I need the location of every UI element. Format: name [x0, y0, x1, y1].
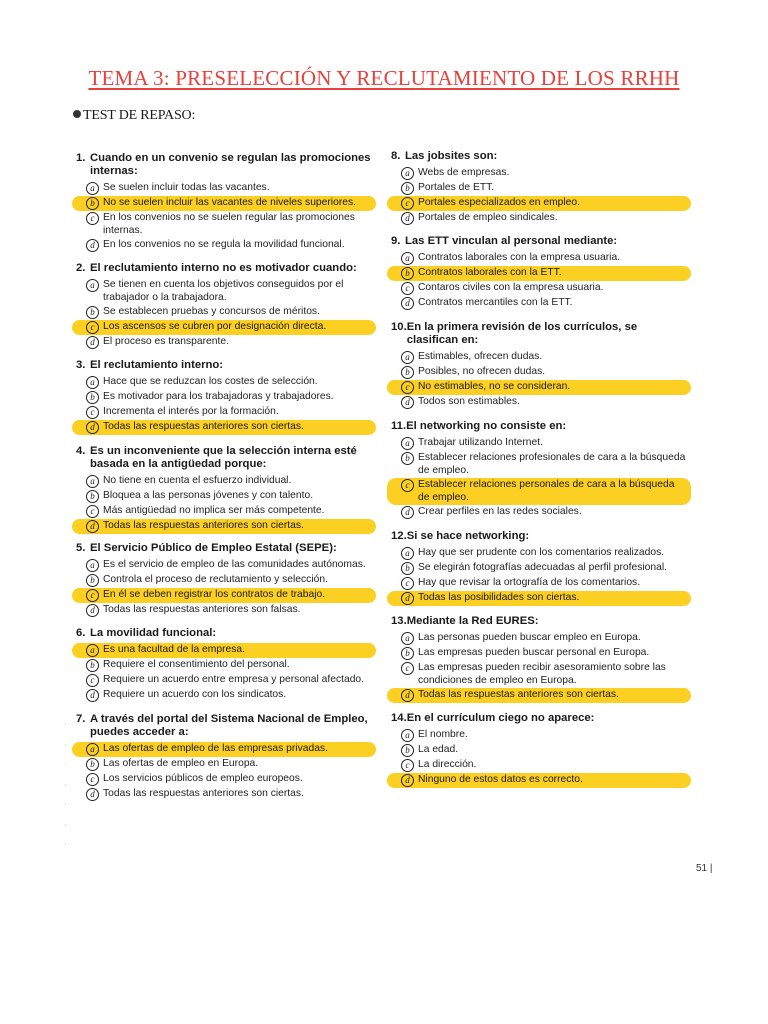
option-text: La dirección.	[418, 759, 477, 770]
option-letter-circle: c	[401, 282, 414, 295]
option-text: Requiere un acuerdo entre empresa y personal afectado.	[103, 674, 365, 685]
question-block	[76, 627, 376, 703]
option-letter-circle: a	[401, 252, 414, 265]
answer-option	[387, 251, 691, 266]
answer-option	[387, 181, 691, 196]
answer-option	[72, 673, 376, 688]
option-text: Todos son estimables.	[418, 396, 520, 407]
option-text: Se tienen en cuenta los objetivos conseguidos por el trabajador o la trabajadora.	[103, 279, 344, 303]
option-text: No estimables, no se consideran.	[418, 381, 571, 392]
answer-option	[387, 281, 691, 296]
question-number: 14.	[391, 712, 407, 724]
answer-option	[72, 658, 376, 673]
answer-option	[72, 405, 376, 420]
option-text: Trabajar utilizando Internet.	[418, 437, 543, 448]
option-letter-circle: a	[401, 729, 414, 742]
answer-option	[72, 489, 376, 504]
option-text: Contratos laborales con la ETT.	[418, 267, 562, 278]
option-letter-circle: b	[86, 758, 99, 771]
answer-option	[72, 787, 376, 802]
option-text: Hace que se reduzcan los costes de selección.	[103, 376, 318, 387]
option-text: Es motivador para los trabajadoras y trabajadores.	[103, 391, 334, 402]
option-text: Las personas pueden buscar empleo en Europa.	[418, 632, 641, 643]
answer-option	[72, 603, 376, 618]
option-letter-circle: a	[401, 167, 414, 180]
answer-option-highlighted	[72, 196, 376, 211]
question-text	[391, 235, 691, 248]
question-text	[391, 420, 691, 433]
answer-option	[72, 238, 376, 253]
option-letter-circle: c	[401, 381, 414, 394]
question-block	[76, 542, 376, 618]
option-letter-circle: d	[401, 774, 414, 787]
option-letter-circle: d	[86, 604, 99, 617]
option-letter-circle: c	[401, 577, 414, 590]
option-letter-circle: c	[86, 406, 99, 419]
question-label: En la primera revisión de los currículos, se clasifican en:	[406, 321, 638, 346]
option-letter-circle: b	[401, 562, 414, 575]
option-letter-circle: c	[401, 479, 414, 492]
answer-option-highlighted	[72, 420, 376, 435]
option-text: Se establecen pruebas y concursos de méritos.	[103, 306, 320, 317]
bullet-icon	[73, 110, 81, 118]
option-letter-circle: d	[86, 689, 99, 702]
question-text	[76, 542, 376, 555]
option-text: Todas las respuestas anteriores son ciertas.	[103, 520, 304, 531]
option-letter-circle: a	[401, 351, 414, 364]
question-text	[76, 445, 376, 471]
option-text: Posibles, no ofrecen dudas.	[418, 366, 546, 377]
answer-option-highlighted	[72, 588, 376, 603]
answer-option	[72, 772, 376, 787]
option-letter-circle: b	[401, 647, 414, 660]
document-title: TEMA 3: PRESELECCIÓN Y RECLUTAMIENTO DE LOS RRHH	[88, 66, 680, 90]
option-text: Portales de empleo sindicales.	[418, 212, 558, 223]
question-number: 4.	[76, 445, 86, 457]
answer-option	[72, 278, 376, 305]
option-text: Contaros civiles con la empresa usuaria.	[418, 282, 604, 293]
question-label: El reclutamiento interno:	[90, 359, 224, 371]
answer-options	[76, 278, 376, 350]
option-text: Hay que ser prudente con los comentarios realizados.	[418, 547, 665, 558]
option-text: Webs de empresas.	[418, 167, 510, 178]
question-number: 5.	[76, 542, 86, 554]
option-letter-circle: c	[86, 505, 99, 518]
option-text: Todas las respuestas anteriores son ciertas.	[418, 689, 619, 700]
question-block	[76, 152, 376, 253]
option-letter-circle: b	[401, 267, 414, 280]
answer-option	[387, 728, 691, 743]
question-block	[391, 530, 691, 606]
option-text: Requiere un acuerdo con los sindicatos.	[103, 689, 287, 700]
option-letter-circle: a	[401, 632, 414, 645]
option-text: En los convenios no se suelen regular las promociones internas.	[103, 212, 355, 236]
question-number: 7.	[76, 713, 86, 725]
option-text: No tiene en cuenta el esfuerzo individual.	[103, 475, 292, 486]
option-letter-circle: c	[86, 773, 99, 786]
option-letter-circle: b	[86, 306, 99, 319]
answer-option	[72, 757, 376, 772]
option-text: Portales especializados en empleo.	[418, 197, 580, 208]
answer-option-highlighted	[387, 478, 691, 505]
answer-option	[387, 451, 691, 478]
option-letter-circle: a	[86, 279, 99, 292]
option-letter-circle: d	[401, 297, 414, 310]
answer-option	[387, 646, 691, 661]
answer-option	[387, 350, 691, 365]
option-text: Todas las posibilidades son ciertas.	[418, 592, 580, 603]
option-letter-circle: b	[86, 391, 99, 404]
option-text: En él se deben registrar los contratos de trabajo.	[103, 589, 326, 600]
option-text: Todas las respuestas anteriores son falsas.	[103, 604, 301, 615]
answer-option-highlighted	[387, 266, 691, 281]
answer-options	[76, 643, 376, 703]
question-text	[76, 713, 376, 739]
option-text: Ninguno de estos datos es correcto.	[418, 774, 583, 785]
option-letter-circle: c	[86, 321, 99, 334]
answer-option	[72, 474, 376, 489]
question-number: 6.	[76, 627, 86, 639]
option-letter-circle: b	[401, 182, 414, 195]
option-text: Establecer relaciones profesionales de cara a la búsqueda de empleo.	[418, 452, 686, 476]
answer-options	[391, 436, 691, 520]
answer-option-highlighted	[387, 380, 691, 395]
answer-option-highlighted	[72, 320, 376, 335]
option-text: Contratos mercantiles con la ETT.	[418, 297, 573, 308]
answer-options	[76, 375, 376, 435]
option-text: Todas las respuestas anteriores son ciertas.	[103, 788, 304, 799]
answer-option	[72, 375, 376, 390]
option-letter-circle: b	[401, 744, 414, 757]
answer-options	[391, 350, 691, 410]
answer-option-highlighted	[387, 688, 691, 703]
question-text	[76, 262, 376, 275]
answer-option	[387, 561, 691, 576]
question-label: Las jobsites son:	[405, 150, 498, 162]
option-letter-circle: d	[86, 421, 99, 434]
question-text	[76, 627, 376, 640]
option-letter-circle: a	[86, 182, 99, 195]
answer-option	[387, 296, 691, 311]
question-block	[391, 615, 691, 703]
question-block	[391, 321, 691, 410]
question-number: 10.	[391, 321, 407, 333]
answer-option	[387, 505, 691, 520]
option-letter-circle: d	[401, 396, 414, 409]
option-text: Contratos laborales con la empresa usuaria.	[418, 252, 621, 263]
question-text	[391, 321, 691, 347]
option-letter-circle: b	[401, 366, 414, 379]
option-letter-circle: c	[401, 197, 414, 210]
question-label: Mediante la Red EURES:	[406, 615, 539, 627]
left-question-column	[76, 152, 376, 802]
option-letter-circle: d	[86, 336, 99, 349]
option-letter-circle: c	[86, 589, 99, 602]
question-block	[76, 359, 376, 435]
scan-edge-marks: · · · · · · ·	[64, 720, 67, 849]
answer-options	[76, 474, 376, 534]
option-text: Establecer relaciones personales de cara a la búsqueda de empleo.	[418, 479, 675, 503]
option-letter-circle: a	[86, 559, 99, 572]
question-text	[76, 359, 376, 372]
answer-options	[76, 181, 376, 253]
answer-option-highlighted	[72, 742, 376, 757]
option-text: Incrementa el interés por la formación.	[103, 406, 279, 417]
answer-option	[387, 546, 691, 561]
option-letter-circle: b	[86, 197, 99, 210]
option-text: Más antigüedad no implica ser más competente.	[103, 505, 325, 516]
right-question-column	[391, 150, 691, 788]
option-text: Las empresas pueden recibir asesoramiento sobre las condiciones de empleo en Europa.	[418, 662, 666, 686]
option-text: Los servicios públicos de empleo europeos.	[103, 773, 303, 784]
option-letter-circle: d	[86, 239, 99, 252]
question-label: Cuando en un convenio se regulan las promociones internas:	[90, 152, 371, 177]
question-number: 2.	[76, 262, 86, 274]
answer-options	[391, 251, 691, 311]
option-letter-circle: b	[86, 490, 99, 503]
section-heading-label: TEST DE REPASO:	[83, 108, 196, 123]
option-letter-circle: c	[86, 674, 99, 687]
question-number: 12.	[391, 530, 407, 542]
option-text: Crear perfiles en las redes sociales.	[418, 506, 582, 517]
option-letter-circle: d	[401, 592, 414, 605]
question-label: El reclutamiento interno no es motivador cuando:	[90, 262, 357, 274]
option-letter-circle: a	[86, 644, 99, 657]
answer-option	[387, 576, 691, 591]
option-letter-circle: c	[401, 662, 414, 675]
question-block	[76, 713, 376, 802]
option-letter-circle: d	[86, 520, 99, 533]
option-text: Las ofertas de empleo en Europa.	[103, 758, 259, 769]
option-letter-circle: d	[401, 212, 414, 225]
answer-options	[76, 558, 376, 618]
answer-option	[72, 181, 376, 196]
answer-option-highlighted	[387, 591, 691, 606]
question-text	[391, 712, 691, 725]
option-text: Hay que revisar la ortografía de los comentarios.	[418, 577, 641, 588]
option-letter-circle: c	[86, 212, 99, 225]
answer-option	[387, 365, 691, 380]
option-letter-circle: d	[86, 788, 99, 801]
question-label: Es un inconveniente que la selección interna esté basada en la antigüedad porque:	[90, 445, 357, 470]
answer-option	[72, 211, 376, 238]
answer-option	[387, 758, 691, 773]
option-text: Bloquea a las personas jóvenes y con talento.	[103, 490, 314, 501]
answer-options	[391, 728, 691, 788]
question-label: El Servicio Público de Empleo Estatal (SEPE):	[90, 542, 337, 554]
option-text: Se suelen incluir todas las vacantes.	[103, 182, 270, 193]
question-number: 11.	[391, 420, 407, 432]
option-text: La edad.	[418, 744, 459, 755]
answer-option-highlighted	[72, 519, 376, 534]
section-heading	[73, 108, 195, 124]
answer-option-highlighted	[72, 643, 376, 658]
question-block	[391, 235, 691, 311]
question-block	[76, 445, 376, 534]
answer-option	[387, 743, 691, 758]
answer-option-highlighted	[387, 773, 691, 788]
option-letter-circle: a	[86, 743, 99, 756]
question-block	[391, 712, 691, 788]
option-letter-circle: a	[401, 437, 414, 450]
answer-option	[72, 390, 376, 405]
question-number: 1.	[76, 152, 86, 164]
answer-option	[387, 211, 691, 226]
option-text: Las empresas pueden buscar personal en Europa.	[418, 647, 650, 658]
question-label: Las ETT vinculan al personal mediante:	[405, 235, 618, 247]
option-text: Estimables, ofrecen dudas.	[418, 351, 543, 362]
option-text: Todas las respuestas anteriores son ciertas.	[103, 421, 304, 432]
question-text	[76, 152, 376, 178]
question-number: 8.	[391, 150, 401, 162]
question-block	[391, 420, 691, 520]
option-text: Es una facultad de la empresa.	[103, 644, 245, 655]
question-label: Si se hace networking:	[406, 530, 530, 542]
option-text: Portales de ETT.	[418, 182, 495, 193]
option-letter-circle: d	[401, 506, 414, 519]
option-letter-circle: a	[86, 475, 99, 488]
option-letter-circle: a	[401, 547, 414, 560]
answer-option	[72, 335, 376, 350]
option-text: Se elegirán fotografías adecuadas al perfil profesional.	[418, 562, 668, 573]
answer-option	[387, 631, 691, 646]
option-text: Las ofertas de empleo de las empresas privadas.	[103, 743, 328, 754]
question-text	[391, 530, 691, 543]
option-text: Los ascensos se cubren por designación directa.	[103, 321, 327, 332]
option-letter-circle: d	[401, 689, 414, 702]
question-label: En el currículum ciego no aparece:	[406, 712, 595, 724]
option-letter-circle: a	[86, 376, 99, 389]
question-block	[391, 150, 691, 226]
answer-option	[387, 661, 691, 688]
question-label: El networking no consiste en:	[406, 420, 567, 432]
answer-options	[391, 631, 691, 703]
question-label: A través del portal del Sistema Nacional de Empleo, puedes acceder a:	[90, 713, 368, 738]
question-block	[76, 262, 376, 350]
option-letter-circle: b	[86, 574, 99, 587]
option-text: Es el servicio de empleo de las comunidades autónomas.	[103, 559, 366, 570]
question-number: 9.	[391, 235, 401, 247]
option-text: Requiere el consentimiento del personal.	[103, 659, 290, 670]
question-number: 3.	[76, 359, 86, 371]
answer-option-highlighted	[387, 196, 691, 211]
question-text	[391, 615, 691, 628]
answer-options	[391, 546, 691, 606]
answer-option	[72, 688, 376, 703]
option-text: El nombre.	[418, 729, 468, 740]
option-letter-circle: b	[86, 659, 99, 672]
option-text: Controla el proceso de reclutamiento y selección.	[103, 574, 328, 585]
option-text: No se suelen incluir las vacantes de niveles superiores.	[103, 197, 356, 208]
option-text: El proceso es transparente.	[103, 336, 229, 347]
option-letter-circle: c	[401, 759, 414, 772]
answer-options	[76, 742, 376, 802]
option-letter-circle: b	[401, 452, 414, 465]
answer-option	[387, 436, 691, 451]
answer-option	[72, 558, 376, 573]
option-text: En los convenios no se regula la movilidad funcional.	[103, 239, 345, 250]
question-text	[391, 150, 691, 163]
answer-options	[391, 166, 691, 226]
question-label: La movilidad funcional:	[90, 627, 217, 639]
answer-option	[72, 305, 376, 320]
answer-option	[72, 573, 376, 588]
question-number: 13.	[391, 615, 407, 627]
answer-option	[387, 166, 691, 181]
answer-option	[72, 504, 376, 519]
page-number: 51 |	[696, 863, 713, 874]
answer-option	[387, 395, 691, 410]
